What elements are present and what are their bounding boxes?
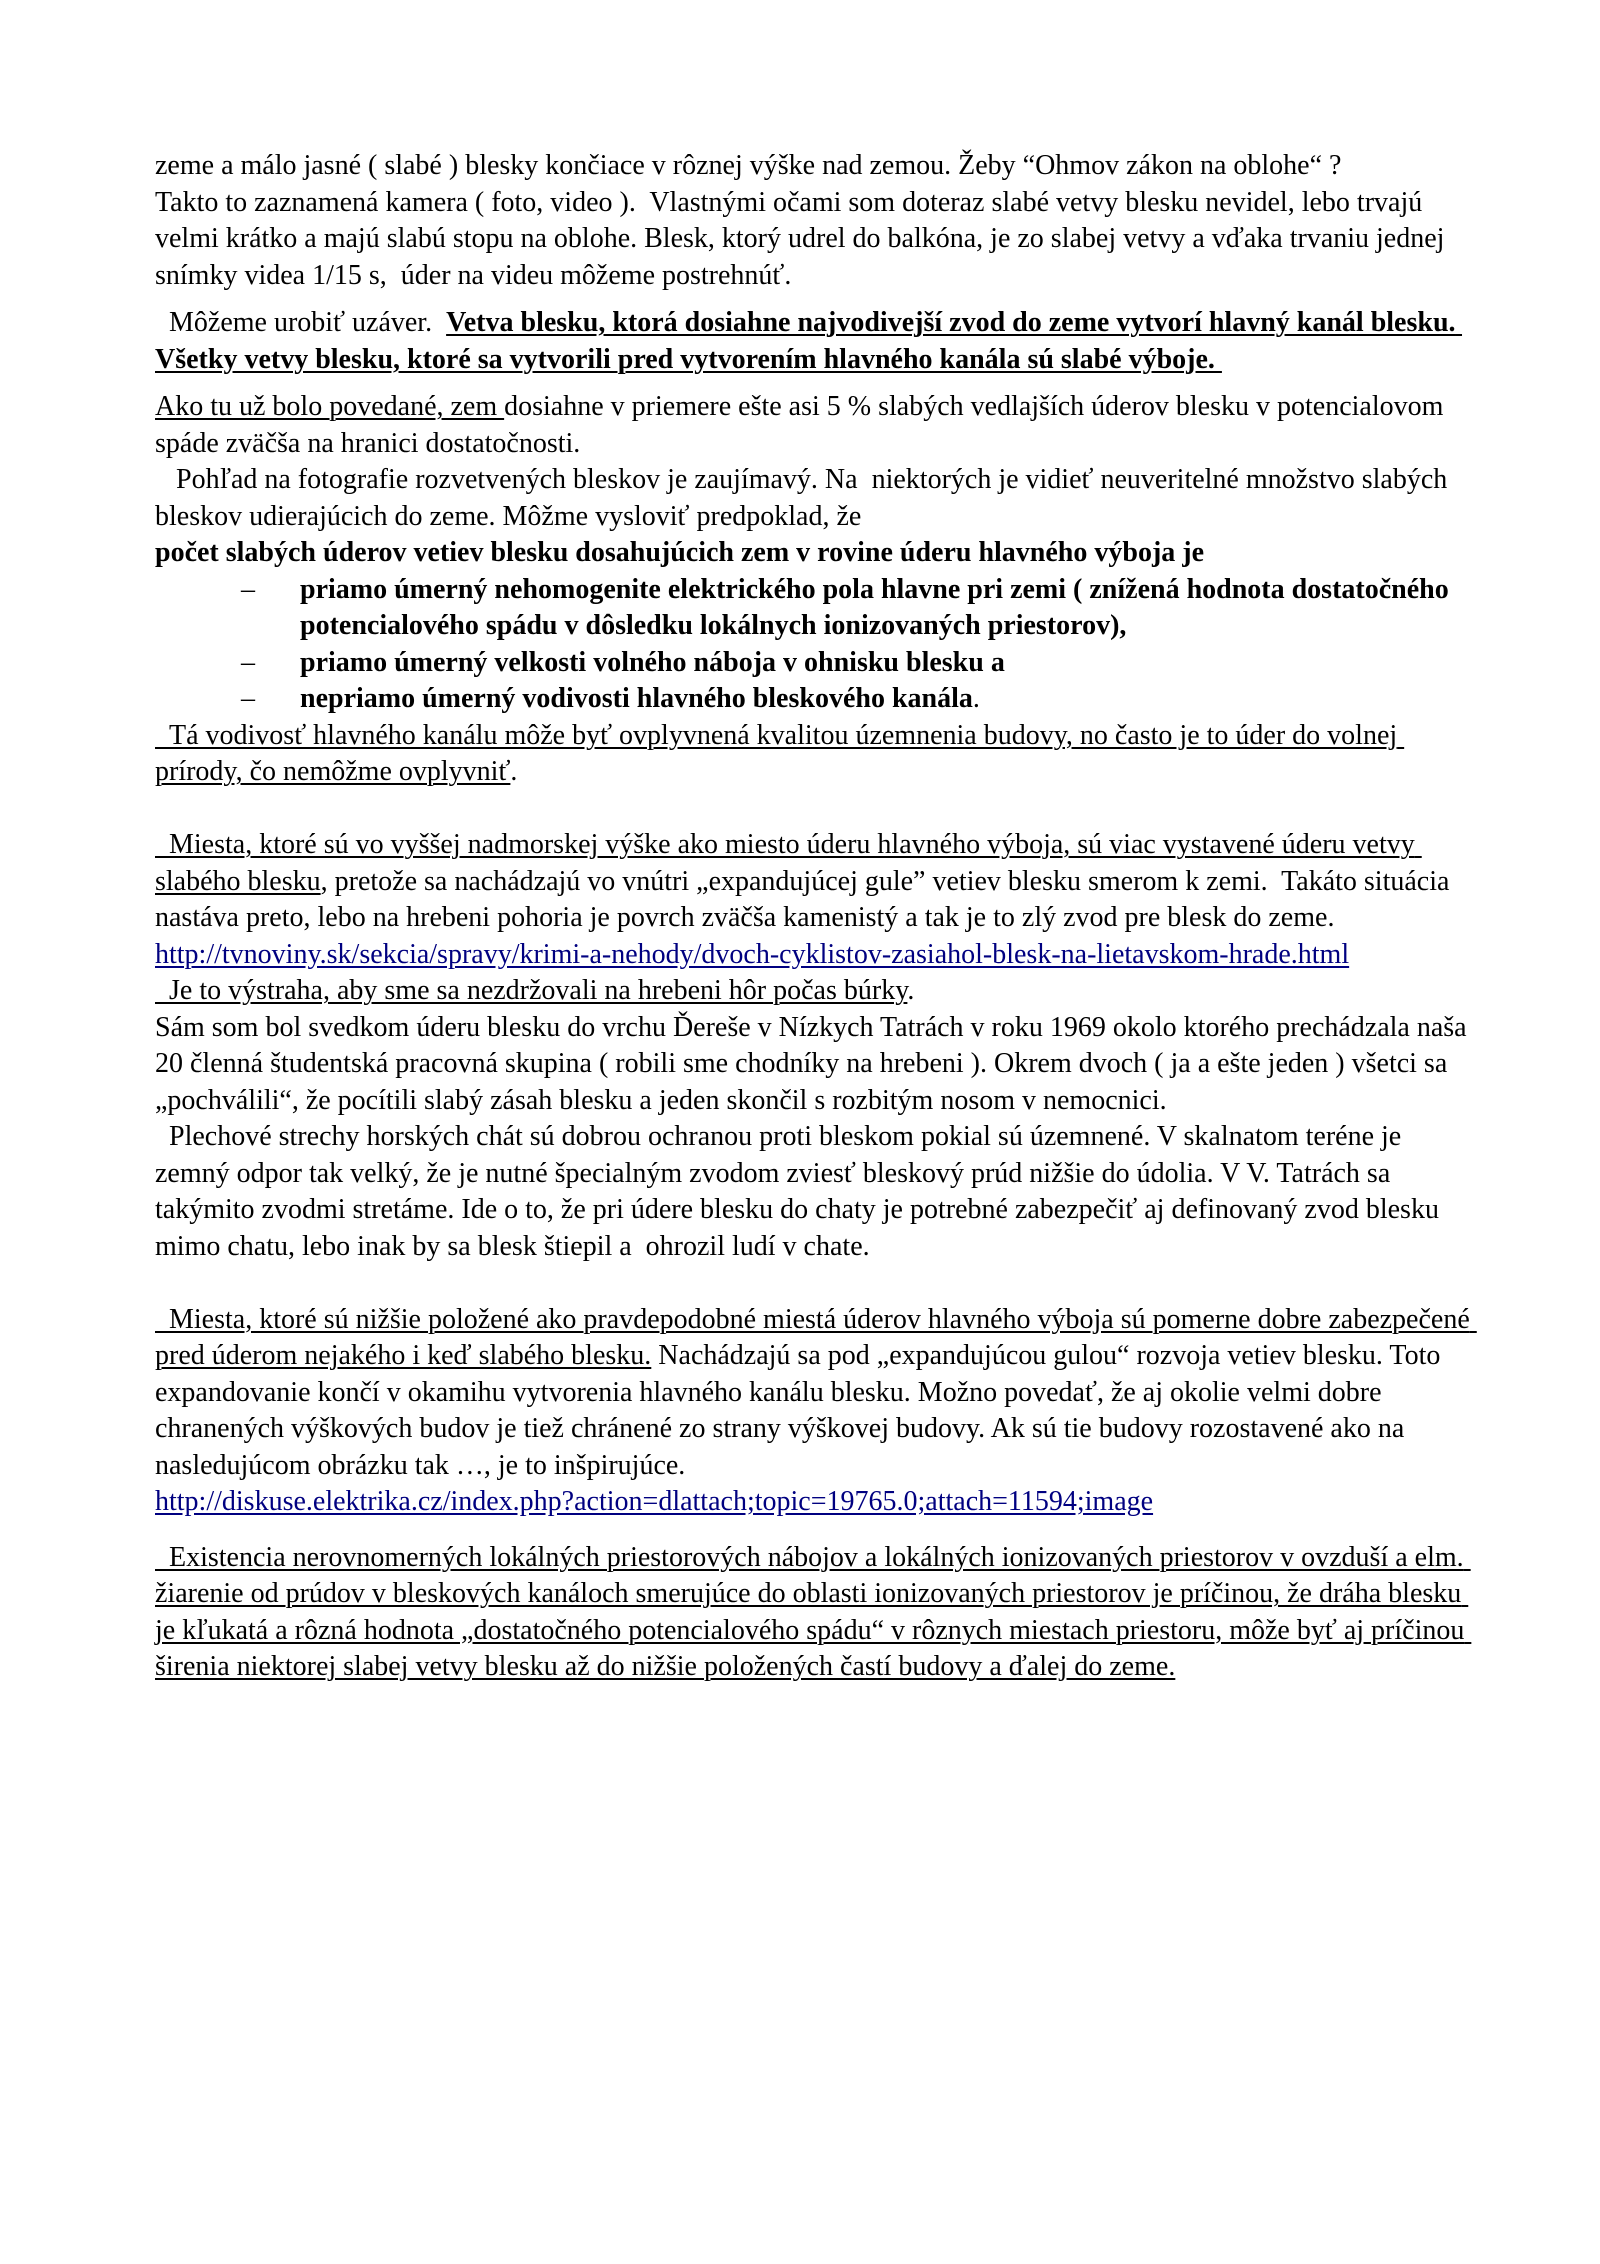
paragraph-camera: Takto to zaznamená kamera ( foto, video ). Vlastnými očami som doteraz slabé vetvy blesku nevidel, lebo trvajú velmi krátko a majú slabú stopu na oblohe. Blesk, ktorý udrel do balkóna, je zo slabej vetvy a vďaka trvaniu jednej snímky videa 1/15 s, úder na videu môžeme postrehnúť. [155, 186, 1452, 291]
lower-places-rest: Nachádzajú sa pod „expandujúcou gulou“ rozvoja vetiev blesku. Toto expandovanie končí v okamihu vytvorenia hlavného kanálu blesku. Možno povedať, že aj okolie velmi dobre chranených výškových budov je tiež chránené zo strany výškovej budovy. Ak sú tie budovy rozostavené ako na nasledujúcom obrázku tak …, je to inšpirujúce. [155, 1340, 1448, 1481]
paragraph-metal-roofs: Plechové strechy horských chát sú dobrou ochranou proti bleskom pokial sú územnené. V skalnatom teréne je zemný odpor tak velký, že je nutné špecialným zvodom zviesť bleskový prúd nižšie do údolia. V V. Tatrách sa takýmito zvodmi stretáme. Ide o to, že pri údere blesku do chaty je potrebné zabezpečiť aj definovaný zvod blesku mimo chatu, lebo inak by sa blesk štiepil a ohrozil ludí v chate. [155, 1121, 1446, 1262]
warning-underlined: Je to výstraha, aby sme sa nezdržovali na hrebeni hôr počas búrky [155, 975, 908, 1006]
list-item [241, 572, 1470, 645]
paragraph-conclusion [155, 305, 1470, 378]
paragraph-link-elektrika [155, 1484, 1470, 1521]
list-item [241, 681, 1470, 718]
hypothesis-list [155, 572, 1470, 718]
paragraph-photos: Pohľad na fotografie rozvetvených bleskov je zaujímavý. Na niektorých je vidieť neuveritelné množstvo slabých bleskov udierajúcich do zeme. Môžme vysloviť predpoklad, že [155, 464, 1455, 532]
paragraph-warning [155, 973, 1470, 1010]
list-item [241, 645, 1470, 682]
conclusion-intro: Môžeme urobiť uzáver. [155, 307, 447, 338]
lower-places-underlined: Miesta, ktoré sú nižšie položené ako pravdepodobné miestá úderov hlavného výboja sú pomerne dobre zabezpečené pred úderom nejakého i keď slabého blesku. [155, 1303, 1477, 1371]
document-page [155, 148, 1477, 1686]
blank-line [155, 791, 1470, 828]
dash-bullet: – [241, 573, 255, 605]
paragraph-witness: Sám som bol svedkom úderu blesku do vrchu Ďereše v Nízkych Tatrách v roku 1969 okolo ktorého prechádzala naša 20 členná študentská pracovná skupina ( robili sme chodníky na hrebeni ). Okrem dvoch ( ja a ešte jeden ) všetci sa „pochválili“, že pocítili slabý zásah blesku a jeden skončil s rozbitým nosom v nemocnici. [155, 1011, 1474, 1116]
elektrika-link[interactable]: http://diskuse.elektrika.cz/index.php?action=dlattach;topic=19765.0;attach=11594;image [155, 1486, 1154, 1517]
warning-rest: . [907, 975, 915, 1006]
tvnoviny-link[interactable]: http://tvnoviny.sk/sekcia/spravy/krimi-a-nehody/dvoch-cyklistov-zasiahol-blesk-na-lietavskom-hrade.html [155, 938, 1350, 970]
paragraph-link-tvnoviny [155, 937, 1470, 974]
paragraph-five-percent [155, 389, 1470, 462]
conductivity-rest: . [510, 756, 518, 787]
paragraph-space-charges: Existencia nerovnomerných lokálných priestorových nábojov a lokálných ionizovaných priestorov v ovzduší a elm. žiarenie od prúdov v bleskových kanáloch smerujúce do oblasti ionizovaných priestorov je príčinou, že dráha blesku je kľukatá a rôzná hodnota „dostatočného potencialového spádu“ v rôznych miestach priestoru, môže byť aj príčinou širenia niektorej slabej vetvy blesku až do nižšie položených častí budovy a ďalej do zeme. [155, 1541, 1472, 1682]
list-item-text: priamo úmerný velkosti volného náboja v ohnisku blesku a [300, 646, 1005, 678]
paragraph-higher-places [155, 827, 1470, 937]
paragraph-conductivity [155, 718, 1470, 791]
higher-places-rest: , pretože sa nachádzajú vo vnútri „expandujúcej gule” vetiev blesku smerom k zemi. Takáto situácia nastáva preto, lebo na hrebeni pohoria je povrch zväčša kamenistý a tak je to zlý zvod pre blesk do zeme. [155, 865, 1457, 933]
conductivity-underlined: Tá vodivosť hlavného kanálu môže byť ovplyvnená kvalitou územnenia budovy, no často je to úder do volnej prírody, čo nemôžme ovplyvniť [155, 719, 1405, 787]
list-item-suffix: . [972, 683, 980, 714]
paragraph-ohms-law: zeme a málo jasné ( slabé ) blesky končiace v rôznej výške nad zemou. Žeby “Ohmov zákon na oblohe“ ? [155, 150, 1342, 181]
paragraph-lower-places [155, 1302, 1477, 1485]
dash-bullet: – [241, 646, 255, 678]
blank-line [155, 1265, 1470, 1302]
higher-places-underlined: Miesta, ktoré sú vo vyššej nadmorskej výške ako miesto úderu hlavného výboja, sú viac vystavené úderu vetvy slabého blesku [155, 829, 1422, 897]
five-percent-underlined: Ako tu už bolo povedané, zem [155, 391, 505, 422]
conclusion-bold: Vetva blesku, ktorá dosiahne najvodivejší zvod do zeme vytvorí hlavný kanál blesku. Všetky vetvy blesku, ktoré sa vytvorili pred vytvorením hlavného kanála sú slabé výboje. [155, 307, 1463, 375]
list-item-text: nepriamo úmerný vodivosti hlavného bleskového kanála [300, 683, 973, 714]
dash-bullet: – [241, 683, 255, 714]
list-item-text: priamo úmerný nehomogenite elektrického pola hlavne pri zemi ( znížená hodnota dostatočného potencialového spádu v dôsledku lokálnych ionizovaných priestorov), [300, 573, 1449, 641]
paragraph-hypothesis: počet slabých úderov vetiev blesku dosahujúcich zem v rovine úderu hlavného výboja je [155, 537, 1205, 568]
five-percent-rest: dosiahne v priemere ešte asi 5 % slabých vedlajších úderov blesku v potencialovom spáde zväčša na hranici dostatočnosti. [155, 391, 1451, 459]
